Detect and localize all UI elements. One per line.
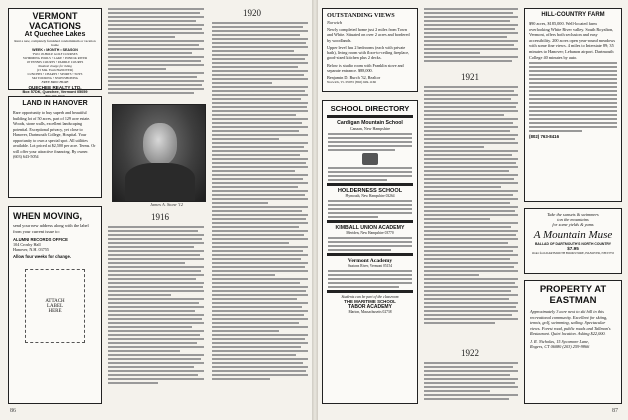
ad-contact: Rogers, CT 06080 (203) 259-9866 xyxy=(530,343,590,349)
school-location: Meriden, New Hampshire 03770 xyxy=(346,231,394,235)
photo-caption: James A. Stone '12 xyxy=(150,202,184,207)
ad-line: 104 Crosby Hall xyxy=(13,242,41,248)
ad-order: Order from DARTMOUTH BOOKSTORE, HANOVER, NH 03755 xyxy=(531,251,615,255)
ad-contact: J. R. Nicholas, 15 Sycamore Lane, xyxy=(530,338,590,344)
school-name: THE MARITIME SCHOOL xyxy=(344,299,396,304)
ad-body: Rare opportunity to buy superb and beautiful building lot of 50 acres, part of 129 acre estate. Woods, stone walls, excellent landscaping potential. Exceptional privacy, yet close to Hanover, Dartmouth College, Hospital. Your opportunity to own a special spot. All utilities available. Lot priced at $2,500 per acre. Terms. Or will offer your attractive financing. By owner. (603) 643-5054 xyxy=(13,110,96,159)
ad-handwritten-line: ton the mountains xyxy=(557,217,589,222)
ad-title: VERMONT VACATIONS xyxy=(29,11,81,31)
mountain-muse-ad xyxy=(524,208,622,274)
portrait-face xyxy=(143,123,177,165)
ad-address: Box 57DK, Quechee, Vermont 05059 xyxy=(22,90,88,94)
school-name: Cardigan Mountain School xyxy=(337,120,403,126)
property-at-eastman-ad xyxy=(524,280,622,404)
land-in-hanover-ad xyxy=(8,96,102,198)
year-heading-1921: 1921 xyxy=(461,72,479,82)
school-tagline: Students can be part of the classroom xyxy=(341,295,399,299)
ad-agent: Benjamin D. Burch '32, Realtor xyxy=(327,75,381,81)
class-notes-column xyxy=(212,22,308,402)
ad-body: $90 acres, $185,000. Well-located farm overlooking White River valley. South Royalton, Vermont, offers both seclusion and easy accessibility. 200 acres open year-round meadows with some fine views. 4 miles to Interstate 89; 35 minutes to Hanover; Lebanon airport. Dartmouth College 40 minutes by auto. xyxy=(529,21,616,60)
school-name: Vermont Academy xyxy=(347,258,393,264)
school-location: Saxtons River, Vermont 05154 xyxy=(347,264,393,268)
label-box-text: ATTACH LABEL HERE xyxy=(45,298,65,314)
when-moving-ad xyxy=(8,206,102,404)
gutter xyxy=(312,0,318,420)
school-directory xyxy=(322,100,418,404)
school-location: Canaan, New Hampshire xyxy=(349,126,391,131)
class-notes-column xyxy=(108,226,204,402)
outstanding-views-ad xyxy=(322,8,418,92)
ad-subtitle: At Quechee Lakes xyxy=(24,31,86,38)
ad-line: Hanover, N.H. 03755 xyxy=(13,247,50,253)
ad-location: Norwich xyxy=(327,20,343,25)
ad-body: Newly completed home just 2 miles from Town and White. Situated on over 2 acres and bordered by woodlands. xyxy=(327,27,410,43)
ad-body: Approximately 3 acre next to ski hill in this recreational community. Excellent for skiing, tennis, golf, swimming, sailing. Spectacular views. Forest road, public roads and Tallman's Restaurant. Quiet location. Asking $22,000. xyxy=(530,309,611,337)
directory-title: SCHOOL DIRECTORY xyxy=(330,104,410,113)
school-location: Marion, Massachusetts 02738 xyxy=(348,310,392,314)
ad-line: send your new address along with the label from your current issue to: xyxy=(13,223,89,234)
ad-title: WHEN MOVING, xyxy=(13,211,82,221)
hill-country-farm-ad xyxy=(524,8,622,202)
ad-agent-address: Norwich, Vt. 05055 (802) 649-1166 xyxy=(327,80,376,85)
ad-title: PROPERTY AT EASTMAN xyxy=(539,284,607,306)
ad-line: Allow four weeks for change. xyxy=(13,254,71,260)
school-location: Plymouth, New Hampshire 03264 xyxy=(345,194,395,198)
ad-title: OUTSTANDING VIEWS xyxy=(327,12,395,19)
portrait-photo xyxy=(112,104,206,202)
ad-subtitle: BALLAD OF DARTMOUTH'S NORTH COUNTRY xyxy=(534,242,612,246)
label-box xyxy=(25,269,85,343)
vermont-vacations-ad xyxy=(8,8,102,94)
school-name: HOLDERNESS SCHOOL xyxy=(337,188,403,194)
ad-line: Nautical charge for riding xyxy=(38,64,72,68)
portrait-suit xyxy=(125,163,195,201)
ad-line: FREE BROCHURE xyxy=(41,80,69,84)
year-heading-1916: 1916 xyxy=(151,212,169,222)
ad-line: TWO 18-HOLE GOLF COURSES xyxy=(32,52,78,56)
ad-line: WEEK • MONTH • SEASON xyxy=(32,48,78,52)
ad-line: SWIMMING POOLS • LAKE • POND & RIVER xyxy=(22,56,88,60)
ad-line: ALUMNI RECORDS OFFICE xyxy=(13,237,68,243)
class-notes-column xyxy=(108,8,204,100)
year-heading-1922: 1922 xyxy=(461,348,479,358)
ad-title: A Mountain Muse xyxy=(533,229,613,241)
ad-line: SKI TOURING • SNOWSHOEING xyxy=(31,76,79,80)
school-name: TABOR ACADEMY xyxy=(348,304,392,310)
school-emblem xyxy=(362,153,378,165)
ad-company: QUECHEE REALTY LTD. xyxy=(28,85,82,90)
ad-handwritten-line: for some yields & yums xyxy=(552,222,594,227)
school-name: KIMBALL UNION ACADEMY xyxy=(335,225,405,231)
ad-title: HILL-COUNTRY FARM xyxy=(541,12,605,18)
class-notes-column xyxy=(424,8,518,68)
ad-title: LAND IN HANOVER xyxy=(22,100,88,107)
ad-line: 18 TENNIS COURTS • PADDLE COURTS xyxy=(26,60,84,64)
class-notes-column xyxy=(424,86,518,344)
class-notes-column xyxy=(424,362,518,404)
ad-line: Rent a new, completely furnished condominium or vacation home xyxy=(14,39,96,47)
ad-price: Below is studio room with Franklin stove and separate entrance. $88,000. xyxy=(327,62,404,74)
ad-line: (15 Min. From HANOVER) xyxy=(36,68,74,72)
ad-price: $7.95 xyxy=(567,246,579,251)
year-heading-1920: 1920 xyxy=(243,8,261,18)
page-number-left: 86 xyxy=(10,408,16,414)
page-number-right: 87 xyxy=(612,408,618,414)
ad-phone: (802) 763-8416 xyxy=(529,134,560,140)
ad-detail: Upper level has 2 bedrooms (each with private bath), living room with floor-to-ceiling fireplace, good-sized kitchen plus 2 decks. xyxy=(327,44,410,61)
ad-handwritten-line: Take the sunsets & swimmers xyxy=(547,212,599,217)
ad-line: LUNCHES • CHARTS • SPORTS • TOYS xyxy=(27,72,83,76)
